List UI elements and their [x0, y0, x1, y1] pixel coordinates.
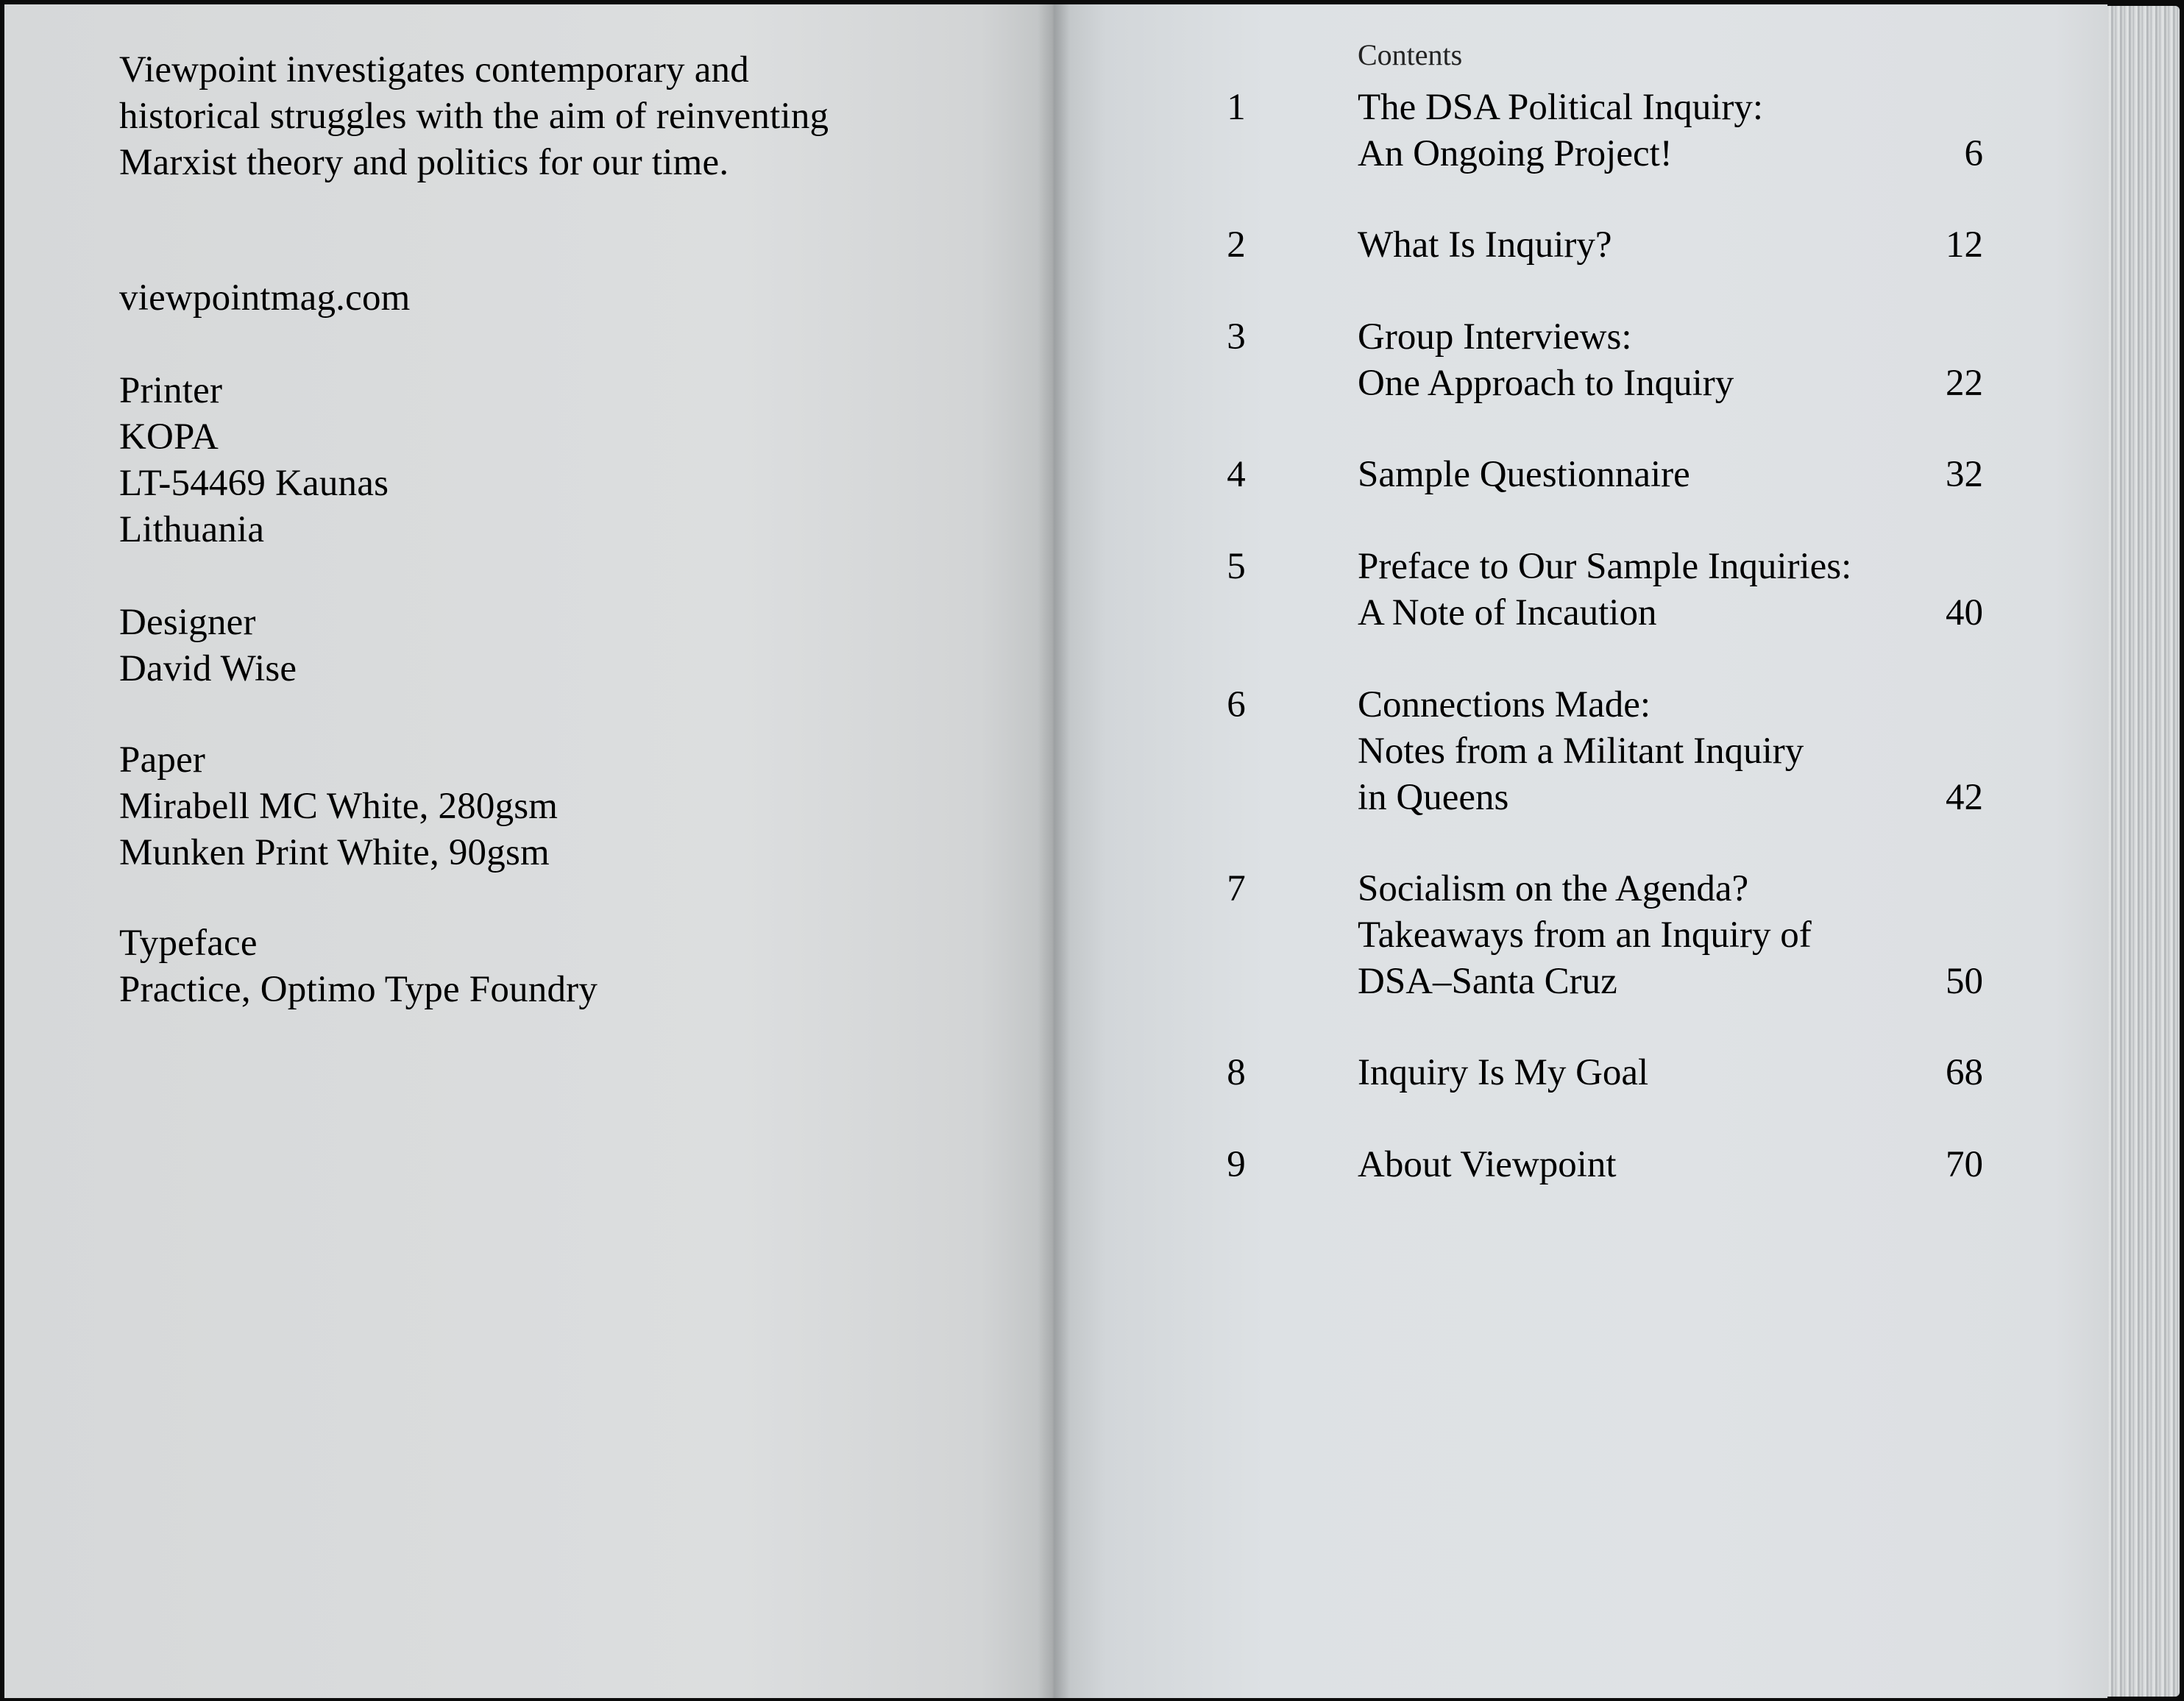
- toc-page-number: 6: [1964, 133, 1983, 174]
- intro-paragraph: Viewpoint investigates contemporary and historical struggles with the aim of reinventing Marxist theory and politics for our time.: [119, 49, 829, 183]
- toc-page-number: 68: [1946, 1052, 1983, 1093]
- toc-page-number: 32: [1946, 454, 1983, 495]
- toc-page-number: 12: [1946, 224, 1983, 266]
- toc-number: 4: [1227, 454, 1246, 495]
- toc-title: Connections Made: Notes from a Militant Inquiry in Queens: [1358, 684, 1804, 818]
- contents-heading: Contents: [1358, 38, 1463, 71]
- printer-info: Printer KOPA LT-54469 Kaunas Lithuania: [119, 370, 389, 550]
- toc-page-number: 40: [1946, 592, 1983, 633]
- toc-title: Socialism on the Agenda? Takeaways from an Inquiry of DSA–Santa Cruz: [1358, 868, 1812, 1002]
- toc-page-number: 50: [1946, 961, 1983, 1002]
- website-text: viewpointmag.com: [119, 277, 411, 319]
- toc-number: 2: [1227, 224, 1246, 266]
- toc-page-number: 22: [1946, 363, 1983, 404]
- toc-number: 1: [1227, 87, 1246, 128]
- toc-number: 6: [1227, 684, 1246, 725]
- toc-title: Sample Questionnaire: [1358, 454, 1690, 495]
- toc-number: 5: [1227, 546, 1246, 587]
- toc-page-number: 70: [1946, 1144, 1983, 1185]
- paper-info: Paper Mirabell MC White, 280gsm Munken Print White, 90gsm: [119, 739, 559, 873]
- typeface-info: Typeface Practice, Optimo Type Foundry: [119, 923, 598, 1010]
- toc-number: 8: [1227, 1052, 1246, 1093]
- toc-number: 3: [1227, 316, 1246, 358]
- designer-info: Designer David Wise: [119, 602, 297, 689]
- toc-page-number: 42: [1946, 777, 1983, 818]
- toc-title: What Is Inquiry?: [1358, 224, 1612, 266]
- toc-title: Preface to Our Sample Inquiries: A Note of Incaution: [1358, 546, 1852, 633]
- toc-title: Group Interviews: One Approach to Inquiry: [1358, 316, 1734, 404]
- toc-title: About Viewpoint: [1358, 1144, 1617, 1185]
- toc-title: Inquiry Is My Goal: [1358, 1052, 1649, 1093]
- toc-title: The DSA Political Inquiry: An Ongoing Project!: [1358, 87, 1764, 174]
- toc-number: 9: [1227, 1144, 1246, 1185]
- toc-number: 7: [1227, 868, 1246, 909]
